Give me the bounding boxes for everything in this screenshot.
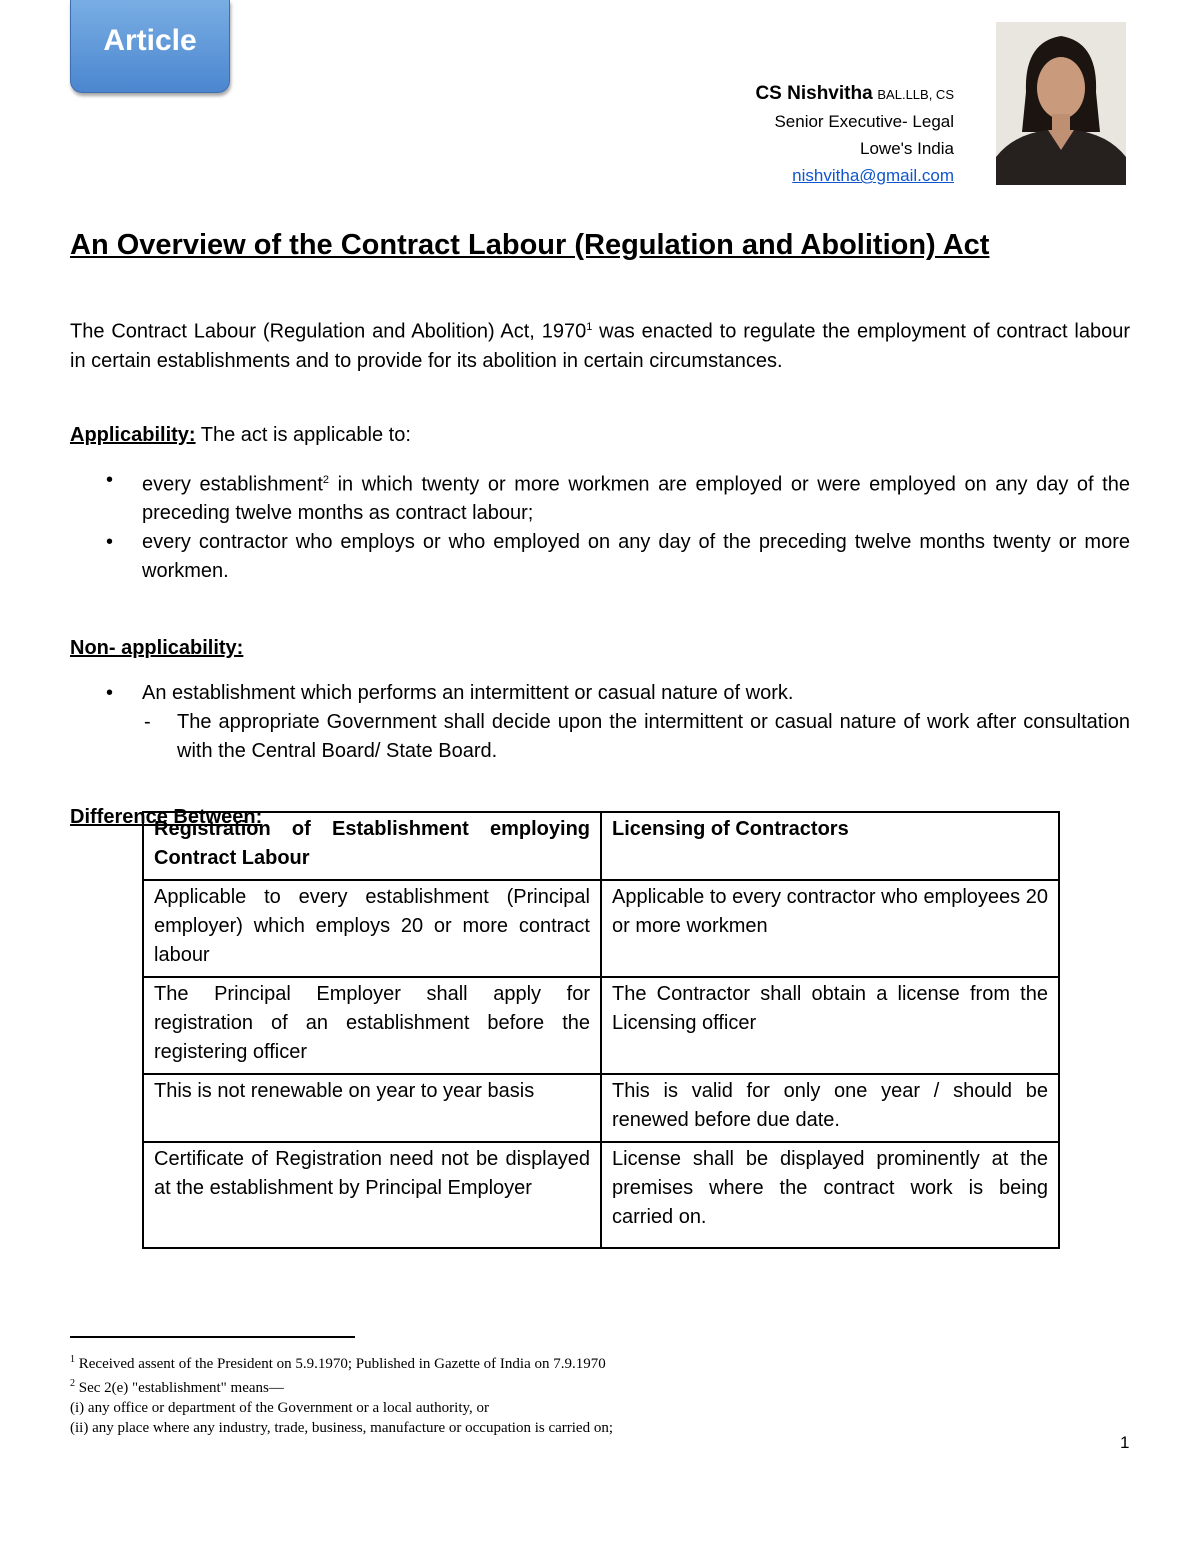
sub-list-item [70,708,1130,766]
author-email-link[interactable]: nishvitha@gmail.com [792,166,954,185]
footnote-ref-1: 1 [586,321,593,333]
applicability-lead: The act is applicable to: [195,423,411,446]
list-item [70,466,1130,529]
list-item [70,528,1130,586]
list-item-text: every contractor who employs or who employed on any day of the preceding twelve months twenty or more workmen. [142,531,1130,583]
table-cell: Certificate of Registration need not be displayed at the establishment by Principal Employer [143,1142,601,1248]
author-company: Lowe's India [860,139,954,158]
dash-icon: - [144,711,151,734]
applicability-paragraph [70,421,1130,450]
table-cell: Applicable to every contractor who employees 20 or more workmen [601,880,1059,977]
table-cell: The Principal Employer shall apply for registration of an establishment before the registering officer [143,977,601,1074]
list-item-text: An establishment which performs an intermittent or casual nature of work. [142,682,794,705]
table-cell: License shall be displayed prominently at the premises where the contract work is being carried on. [601,1142,1059,1248]
table-cell: This is not renewable on year to year basis [143,1074,601,1142]
footnote-text: Sec 2(e) "establishment" means— [75,1380,284,1396]
table-row [143,1142,1059,1248]
table-header-cell: Licensing of Contractors [601,812,1059,880]
applicability-list [70,466,1130,587]
author-name-line [755,80,954,108]
non-applicability-list [70,679,1130,708]
author-credentials: BAL.LLB, CS [877,87,954,102]
author-name: CS Nishvitha [755,83,873,104]
intro-text: The Contract Labour (Regulation and Abolition) Act, 1970 [70,320,587,343]
page-title: An Overview of the Contract Labour (Regulation and Abolition) Act [70,229,990,261]
difference-heading: Difference Between: [70,806,263,829]
table-header-cell: Registration of Establishment employing Contract Labour [143,812,601,880]
table-header-row [143,812,1059,880]
applicability-heading: Applicability: [70,423,196,446]
footnote [70,1374,613,1398]
article-body [70,313,1130,832]
table-row [143,977,1059,1074]
intro-text-cont: was enacted to regulate the employment of contract labour in certain establishments and to provide for its abolition in certain circumstances. [70,320,1130,372]
portrait-image [996,22,1126,185]
table-row [143,1074,1059,1142]
table-row [143,880,1059,977]
footnote-mark: 1 [70,1354,75,1365]
article-badge: Article [70,0,230,93]
table-cell: The Contractor shall obtain a license from the Licensing officer [601,977,1059,1074]
footnote-line: (i) any office or department of the Government or a local authority, or [70,1400,490,1416]
intro-paragraph [70,313,1130,376]
table-cell: Applicable to every establishment (Principal employer) which employs 20 or more contract labour [143,880,601,977]
non-applicability-paragraph [70,634,1130,663]
footnote-text: Received assent of the President on 5.9.1970; Published in Gazette of India on 7.9.1970 [75,1356,606,1372]
footnote-ref-2: 2 [322,473,330,486]
list-item [70,679,1130,708]
author-title: Senior Executive- Legal [774,112,954,131]
sub-list-item-text: The appropriate Government shall decide upon the intermittent or casual nature of work after consultation with the Central Board/ State Board. [177,711,1130,763]
footnote-line: (ii) any place where any industry, trade, business, manufacture or occupation is carried on; [70,1420,613,1436]
footnote-separator [70,1336,355,1338]
author-block [755,80,954,189]
footnote [70,1350,613,1374]
difference-table [142,811,1060,1249]
bullet-icon: • [106,468,114,491]
footnotes [70,1350,613,1438]
bullet-icon: • [106,682,114,705]
footnote-mark: 2 [70,1378,75,1389]
bullet-icon: • [106,531,114,554]
list-item-text: every establishment [142,473,323,496]
list-item-text-cont: in which twenty or more workmen are employed or were employed on any day of the preceding twelve months as contract labour; [142,473,1130,525]
page-number: 1 [1120,1433,1130,1452]
non-applicability-heading: Non- applicability: [70,637,244,660]
author-photo [996,22,1126,185]
table-cell: This is valid for only one year / should be renewed before due date. [601,1074,1059,1142]
